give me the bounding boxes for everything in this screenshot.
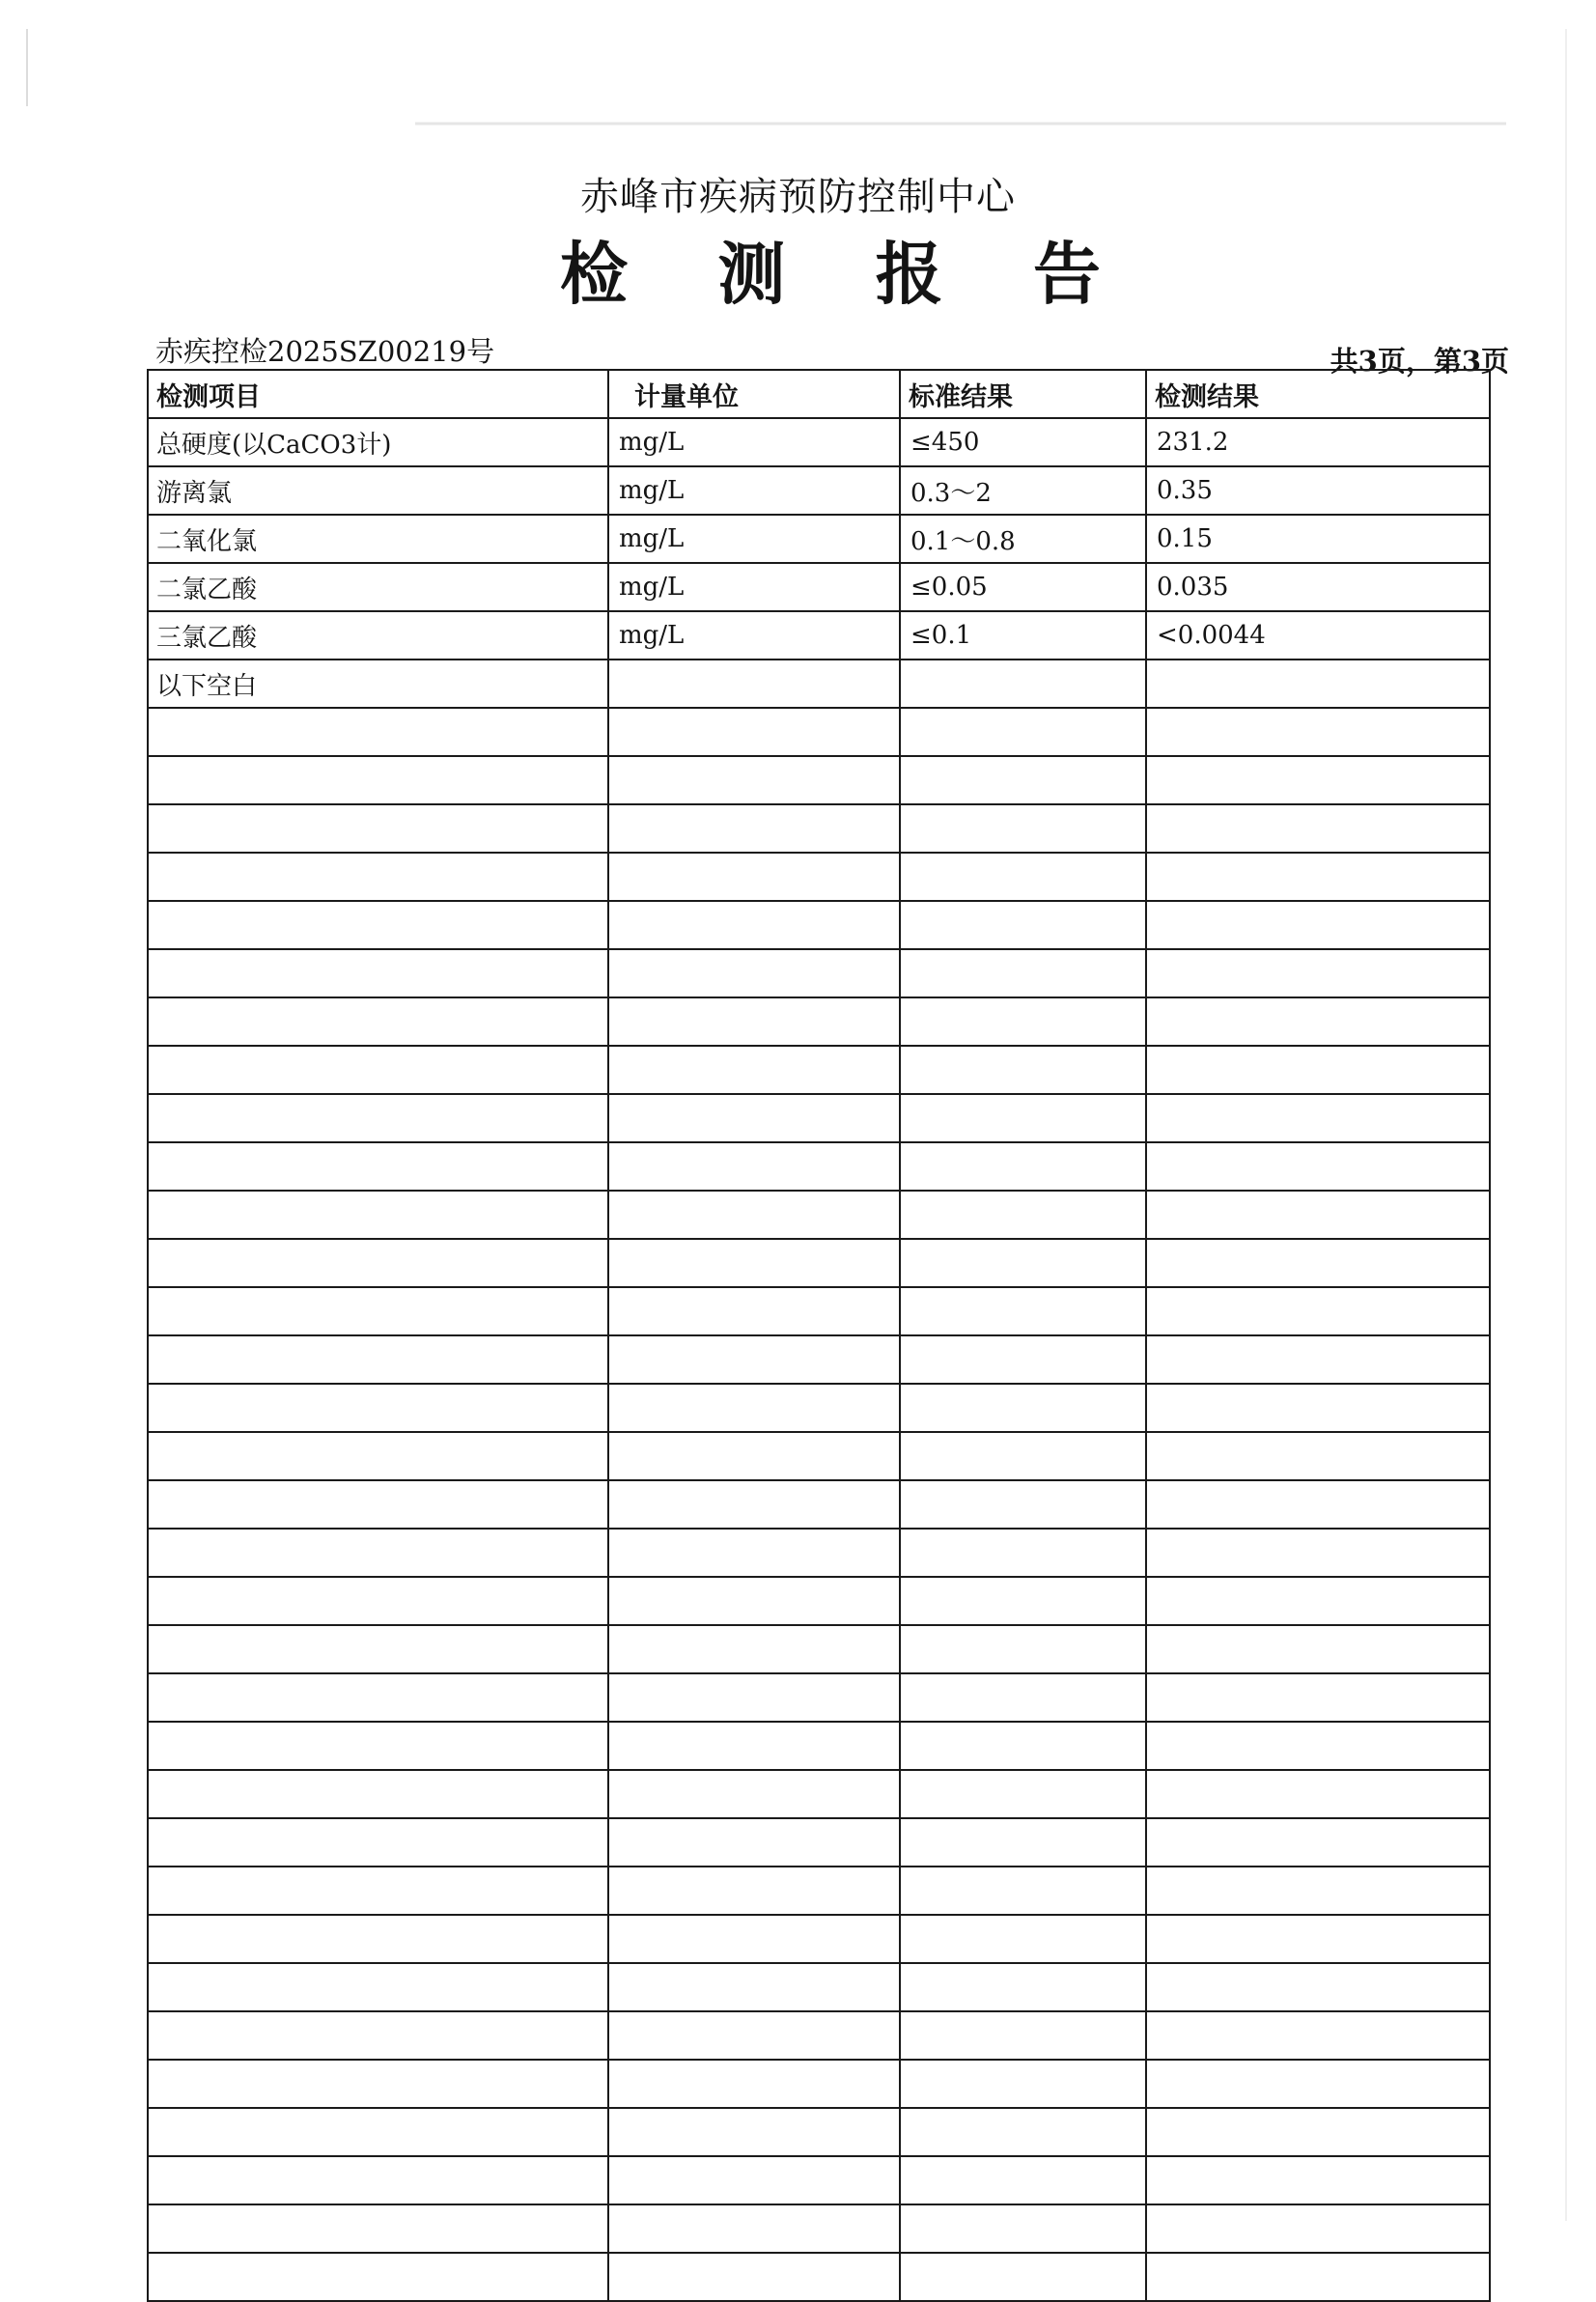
standard-cell <box>900 1335 1146 1384</box>
item-cell <box>148 708 608 756</box>
page-indicator: 共3页，第3页 <box>1330 345 1509 378</box>
standard-cell <box>900 1963 1146 2011</box>
result-cell <box>1146 2060 1490 2108</box>
item-cell <box>148 1722 608 1770</box>
report-number: 赤疾控检2025SZ00219号 <box>155 335 495 368</box>
item-cell <box>148 1191 608 1239</box>
result-cell <box>1146 1239 1490 1287</box>
item-cell: 总硬度(以CaCO3计) <box>148 418 608 466</box>
table-row <box>148 515 1490 563</box>
standard-cell <box>900 1722 1146 1770</box>
result-cell <box>1146 1432 1490 1480</box>
result-cell <box>1146 660 1490 708</box>
unit-cell <box>608 1384 900 1432</box>
item-cell <box>148 804 608 853</box>
table-row <box>148 1432 1490 1480</box>
table-row <box>148 1770 1490 1818</box>
unit-cell <box>608 2156 900 2204</box>
standard-cell <box>900 1480 1146 1529</box>
table-row <box>148 1094 1490 1142</box>
unit-cell <box>608 1480 900 1529</box>
result-cell <box>1146 1770 1490 1818</box>
standard-cell <box>900 2060 1146 2108</box>
result-cell <box>1146 1046 1490 1094</box>
item-cell <box>148 1770 608 1818</box>
unit-cell <box>608 1046 900 1094</box>
result-cell <box>1146 1673 1490 1722</box>
result-cell: 231.2 <box>1146 418 1490 466</box>
table-row <box>148 1529 1490 1577</box>
standard-cell <box>900 756 1146 804</box>
result-cell <box>1146 901 1490 949</box>
unit-cell <box>608 2108 900 2156</box>
unit-cell <box>608 1770 900 1818</box>
standard-cell <box>900 1142 1146 1191</box>
table-row <box>148 853 1490 901</box>
table-row <box>148 804 1490 853</box>
table-row <box>148 1915 1490 1963</box>
table-row <box>148 2108 1490 2156</box>
result-cell: 0.35 <box>1146 466 1490 515</box>
table-row <box>148 756 1490 804</box>
item-cell <box>148 2253 608 2301</box>
standard-cell: ≤0.1 <box>900 611 1146 660</box>
result-cell <box>1146 2204 1490 2253</box>
unit-cell <box>608 1191 900 1239</box>
unit-cell <box>608 756 900 804</box>
unit-cell: mg/L <box>608 466 900 515</box>
result-cell <box>1146 2156 1490 2204</box>
unit-cell <box>608 1818 900 1867</box>
result-cell <box>1146 804 1490 853</box>
standard-cell <box>900 2204 1146 2253</box>
unit-cell <box>608 1963 900 2011</box>
standard-cell: 0.1～0.8 <box>900 515 1146 563</box>
column-header-item: 检测项目 <box>148 370 608 418</box>
standard-cell <box>900 1287 1146 1335</box>
table-row <box>148 1963 1490 2011</box>
item-cell: 三氯乙酸 <box>148 611 608 660</box>
standard-cell <box>900 1915 1146 1963</box>
table-row <box>148 2060 1490 2108</box>
standard-cell <box>900 1818 1146 1867</box>
table-row <box>148 1867 1490 1915</box>
standard-cell <box>900 2011 1146 2060</box>
unit-cell <box>608 708 900 756</box>
result-cell <box>1146 1577 1490 1625</box>
item-cell <box>148 1963 608 2011</box>
item-cell <box>148 1384 608 1432</box>
result-cell <box>1146 1335 1490 1384</box>
standard-cell <box>900 1384 1146 1432</box>
report-title-char: 告 <box>1032 234 1101 314</box>
unit-cell: mg/L <box>608 418 900 466</box>
result-cell <box>1146 1915 1490 1963</box>
result-cell <box>1146 1722 1490 1770</box>
unit-cell <box>608 1577 900 1625</box>
column-header-standard: 标准结果 <box>900 370 1146 418</box>
unit-cell <box>608 2060 900 2108</box>
unit-cell <box>608 2204 900 2253</box>
report-title-char: 报 <box>875 234 943 314</box>
unit-cell <box>608 1287 900 1335</box>
item-cell <box>148 1577 608 1625</box>
table-row <box>148 997 1490 1046</box>
table-row <box>148 418 1490 466</box>
item-cell <box>148 2204 608 2253</box>
unit-cell <box>608 1722 900 1770</box>
unit-cell <box>608 853 900 901</box>
table-row <box>148 2204 1490 2253</box>
result-cell <box>1146 949 1490 997</box>
result-cell <box>1146 1094 1490 1142</box>
result-cell <box>1146 853 1490 901</box>
result-cell <box>1146 756 1490 804</box>
item-cell <box>148 1867 608 1915</box>
unit-cell: mg/L <box>608 515 900 563</box>
table-row <box>148 1480 1490 1529</box>
unit-cell <box>608 1094 900 1142</box>
item-cell <box>148 1432 608 1480</box>
standard-cell <box>900 2108 1146 2156</box>
unit-cell <box>608 2011 900 2060</box>
item-cell <box>148 1529 608 1577</box>
report-title-char: 测 <box>717 234 786 314</box>
result-cell <box>1146 1142 1490 1191</box>
column-header-unit: 计量单位 <box>608 370 900 418</box>
item-cell <box>148 1818 608 1867</box>
unit-cell <box>608 804 900 853</box>
table-row <box>148 901 1490 949</box>
item-cell <box>148 901 608 949</box>
item-cell: 以下空白 <box>148 660 608 708</box>
item-cell <box>148 2060 608 2108</box>
report-title <box>560 220 1101 318</box>
table-row <box>148 1722 1490 1770</box>
column-header-result: 检测结果 <box>1146 370 1490 418</box>
standard-cell <box>900 660 1146 708</box>
result-cell <box>1146 1191 1490 1239</box>
result-cell <box>1146 708 1490 756</box>
unit-cell <box>608 1142 900 1191</box>
result-cell <box>1146 2011 1490 2060</box>
standard-cell <box>900 804 1146 853</box>
unit-cell <box>608 2253 900 2301</box>
item-cell: 二氯乙酸 <box>148 563 608 611</box>
unit-cell <box>608 901 900 949</box>
item-cell <box>148 853 608 901</box>
standard-cell <box>900 1191 1146 1239</box>
standard-cell <box>900 1432 1146 1480</box>
table-row <box>148 1818 1490 1867</box>
organization-name: 赤峰市疾病预防控制中心 <box>580 175 1016 219</box>
item-cell <box>148 1239 608 1287</box>
table-row <box>148 1673 1490 1722</box>
item-cell <box>148 756 608 804</box>
unit-cell <box>608 1867 900 1915</box>
table-row <box>148 466 1490 515</box>
unit-cell <box>608 660 900 708</box>
standard-cell <box>900 2156 1146 2204</box>
unit-cell <box>608 1239 900 1287</box>
result-cell <box>1146 1818 1490 1867</box>
standard-cell: ≤450 <box>900 418 1146 466</box>
result-cell <box>1146 2108 1490 2156</box>
table-row <box>148 2011 1490 2060</box>
item-cell <box>148 1094 608 1142</box>
item-cell <box>148 2108 608 2156</box>
item-cell <box>148 1673 608 1722</box>
item-cell <box>148 997 608 1046</box>
unit-cell <box>608 949 900 997</box>
table-row <box>148 1191 1490 1239</box>
result-cell <box>1146 2253 1490 2301</box>
result-cell <box>1146 997 1490 1046</box>
standard-cell: ≤0.05 <box>900 563 1146 611</box>
table-row <box>148 660 1490 708</box>
item-cell <box>148 1142 608 1191</box>
item-cell <box>148 2156 608 2204</box>
table-row <box>148 949 1490 997</box>
result-cell <box>1146 1287 1490 1335</box>
item-cell <box>148 1480 608 1529</box>
result-cell <box>1146 1867 1490 1915</box>
result-cell <box>1146 1529 1490 1577</box>
table-row <box>148 1625 1490 1673</box>
unit-cell <box>608 997 900 1046</box>
item-cell: 游离氯 <box>148 466 608 515</box>
table-row <box>148 611 1490 660</box>
standard-cell <box>900 1529 1146 1577</box>
result-cell <box>1146 1963 1490 2011</box>
standard-cell <box>900 1239 1146 1287</box>
item-cell <box>148 949 608 997</box>
item-cell <box>148 1625 608 1673</box>
table-row <box>148 1046 1490 1094</box>
result-cell <box>1146 1384 1490 1432</box>
item-cell <box>148 1915 608 1963</box>
standard-cell: 0.3～2 <box>900 466 1146 515</box>
report-title-char: 检 <box>560 234 628 314</box>
standard-cell <box>900 997 1146 1046</box>
unit-cell: mg/L <box>608 611 900 660</box>
unit-cell <box>608 1915 900 1963</box>
standard-cell <box>900 901 1146 949</box>
standard-cell <box>900 2253 1146 2301</box>
result-cell: 0.15 <box>1146 515 1490 563</box>
standard-cell <box>900 949 1146 997</box>
table-row <box>148 1335 1490 1384</box>
item-cell <box>148 1335 608 1384</box>
item-cell <box>148 2011 608 2060</box>
unit-cell <box>608 1625 900 1673</box>
unit-cell <box>608 1673 900 1722</box>
standard-cell <box>900 853 1146 901</box>
unit-cell <box>608 1529 900 1577</box>
standard-cell <box>900 1577 1146 1625</box>
table-row <box>148 1287 1490 1335</box>
item-cell <box>148 1046 608 1094</box>
table-header-row <box>148 370 1490 418</box>
table-row <box>148 1142 1490 1191</box>
unit-cell <box>608 1432 900 1480</box>
result-cell: 0.035 <box>1146 563 1490 611</box>
table-row <box>148 2253 1490 2301</box>
unit-cell <box>608 1335 900 1384</box>
standard-cell <box>900 1094 1146 1142</box>
result-cell <box>1146 1625 1490 1673</box>
standard-cell <box>900 1770 1146 1818</box>
result-cell: <0.0044 <box>1146 611 1490 660</box>
standard-cell <box>900 1046 1146 1094</box>
standard-cell <box>900 1867 1146 1915</box>
table-row <box>148 2156 1490 2204</box>
table-row <box>148 1577 1490 1625</box>
unit-cell: mg/L <box>608 563 900 611</box>
table-row <box>148 708 1490 756</box>
result-cell <box>1146 1480 1490 1529</box>
results-table-body <box>148 370 1490 2301</box>
standard-cell <box>900 1673 1146 1722</box>
results-table <box>147 369 1491 2302</box>
item-cell: 二氧化氯 <box>148 515 608 563</box>
table-row <box>148 1239 1490 1287</box>
standard-cell <box>900 1625 1146 1673</box>
table-row <box>148 1384 1490 1432</box>
table-row <box>148 563 1490 611</box>
standard-cell <box>900 708 1146 756</box>
item-cell <box>148 1287 608 1335</box>
